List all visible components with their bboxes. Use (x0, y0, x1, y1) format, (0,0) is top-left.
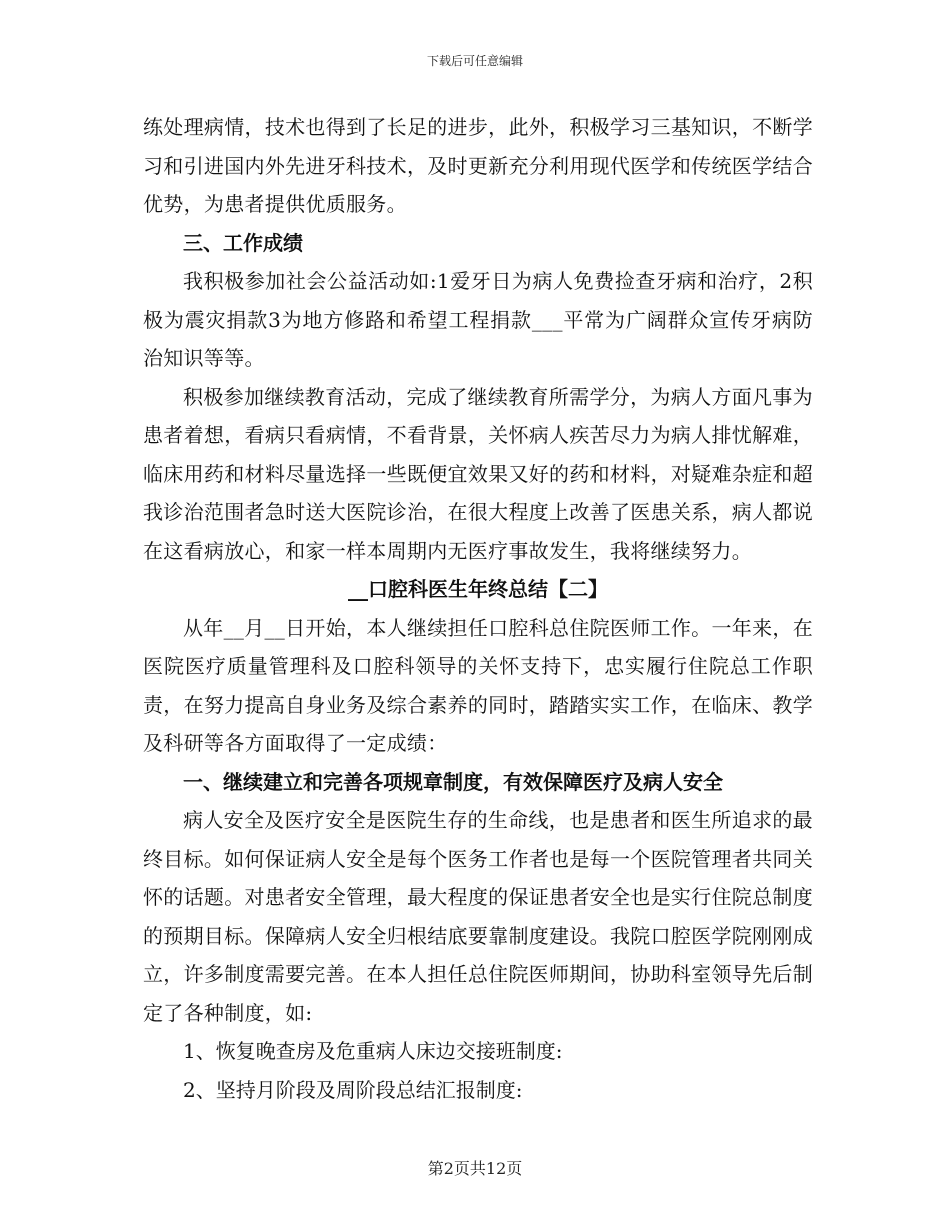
paragraph-education: 积极参加继续教育活动，完成了继续教育所需学分，为病人方面凡事为患者着想，看病只看病情，不看背景，关怀病人疾苦尽力为病人排忧解难，临床用药和材料尽量选择一些既便宜效果又好的药和材料，对疑难杂症和超我诊治范围者急时送大医院诊治，在很大程度上改善了医患关系，病人都说在这看病放心，和家一样本周期内无医疗事故发生，我将继续努力。 (143, 384, 813, 563)
document-body (143, 108, 813, 1109)
paragraph-continued: 练处理病情，技术也得到了长足的进步，此外，积极学习三基知识，不断学习和引进国内外先进牙科技术，及时更新充分利用现代医学和传统医学结合优势，为患者提供优质服务。 (143, 115, 813, 216)
summary-title-2: __口腔科医生年终总结【二】 (348, 577, 608, 601)
paragraph-intro: 从年__月__日开始，本人继续担任口腔科总住院医师工作。一年来，在医院医疗质量管理科及口腔科领导的关怀支持下，忠实履行住院总工作职责，在努力提高自身业务及综合素养的同时，踏踏实实工作，在临床、教学及科研等各方面取得了一定成绩： (143, 615, 813, 755)
header-note: 下载后可任意编辑 (426, 54, 523, 68)
list-item: 1、恢复晚查房及危重病人床边交接班制度: (183, 1039, 563, 1063)
section-heading-achievements: 三、工作成绩 (183, 230, 303, 255)
list-item: 2、坚持月阶段及周阶段总结汇报制度: (183, 1077, 523, 1102)
paragraph-safety: 病人安全及医疗安全是医院生存的生命线，也是患者和医生所追求的最终目标。如何保证病人安全是每个医务工作者也是每一个医院管理者共同关怀的话题。对患者安全管理，最大程度的保证患者安全也是实行住院总制度的预期目标。保障病人安全归根结底要靠制度建设。我院口腔医学院刚刚成立，许多制度需要完善。在本人担任总住院医师期间，协助科室领导先后制定了各种制度，如: (143, 808, 813, 1025)
paragraph-activities: 我积极参加社会公益活动如:1爱牙日为病人免费捡查牙病和治疗，2积极为震灾捐款3为地方修路和希望工程捐款___平常为广阔群众宣传牙病防治知识等等。 (143, 269, 813, 370)
section-heading-rules: 一、继续建立和完善各项规章制度，有效保障医疗及病人安全 (183, 769, 723, 794)
page-number: 第2页共12页 (427, 1159, 523, 1178)
